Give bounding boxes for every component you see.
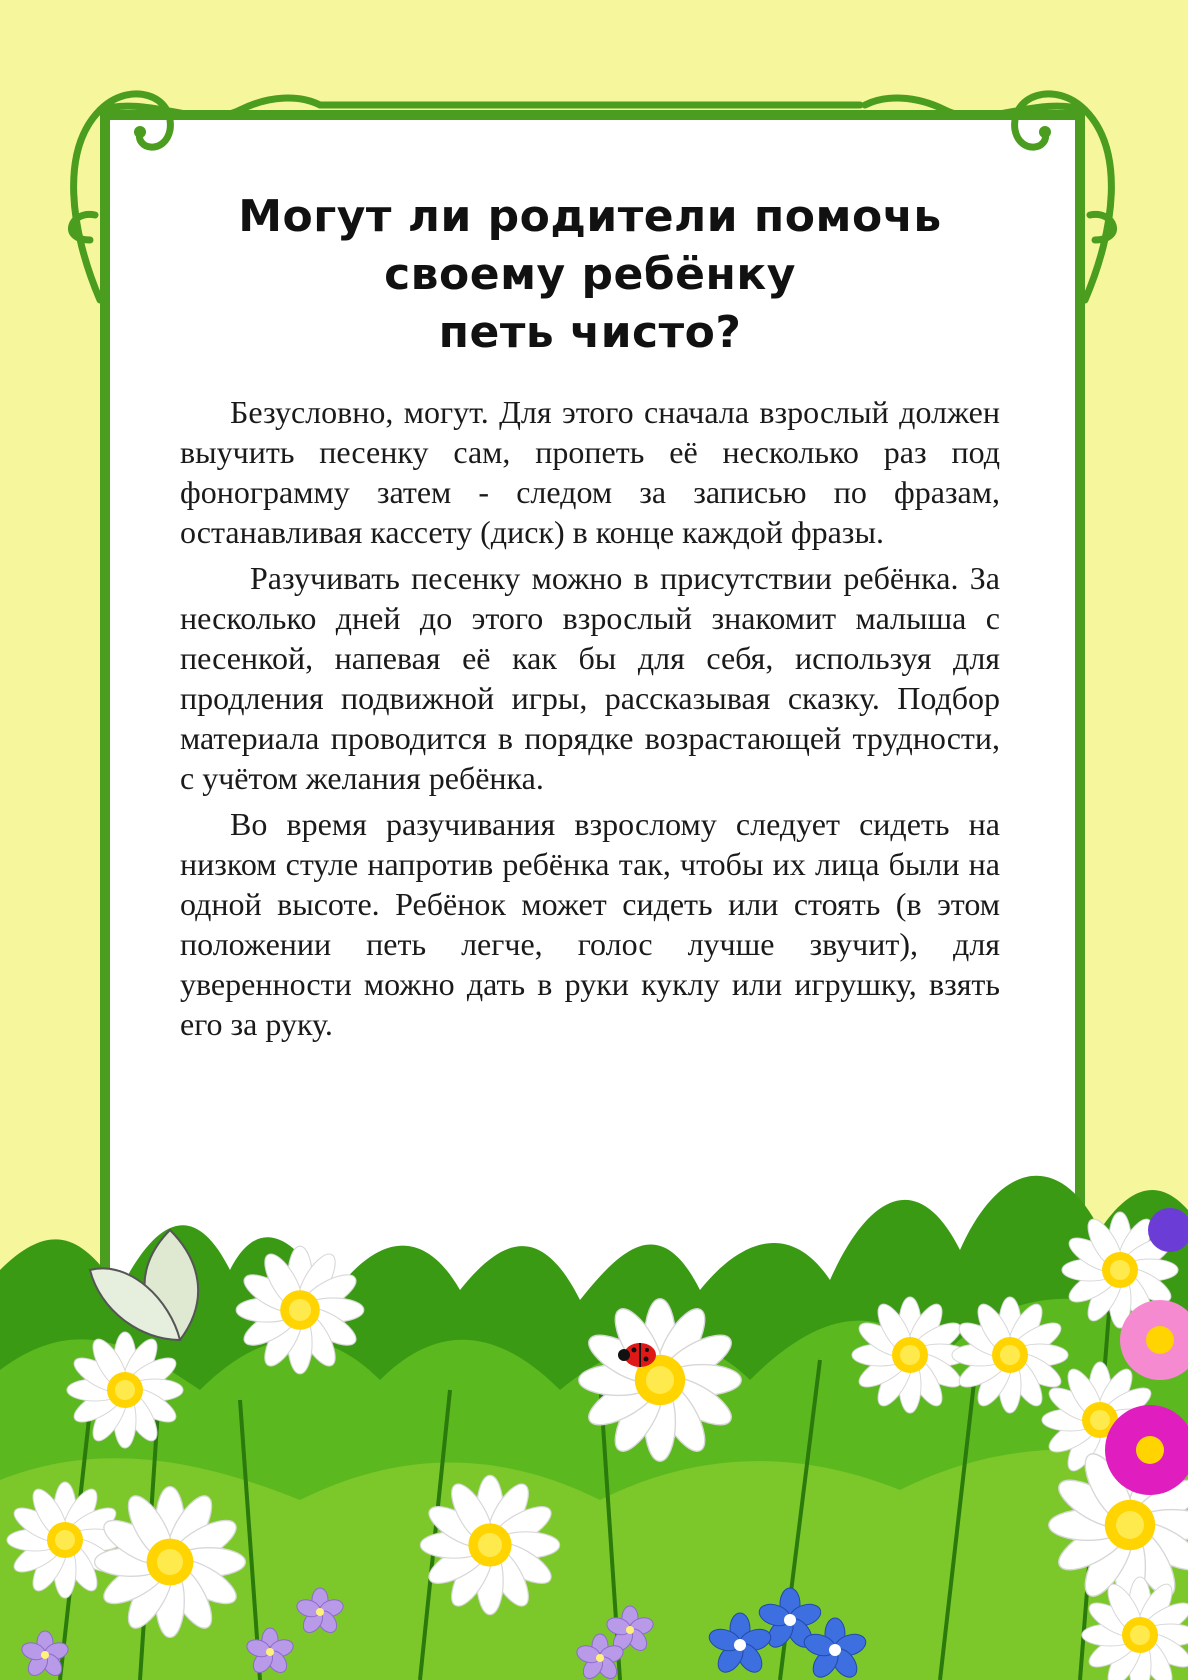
paragraph-2: Разучивать песенку можно в присутствии ребёнка. За несколько дней до этого взрослый знакомит малыша с песенкой, напевая её как бы для себя, используя для продления подвижной игры, рассказывая сказку. Подбор материала проводится в порядке возрастающей трудности, с учётом желания ребёнка. [180, 560, 1000, 796]
title-line-3: петь чисто? [438, 307, 742, 358]
meadow-illustration [0, 1150, 1188, 1680]
article [180, 188, 1000, 1050]
article-title [180, 188, 1000, 362]
title-line-2: своему ребёнку [384, 249, 796, 300]
title-line-1: Могут ли родители помочь [238, 191, 942, 242]
paragraph-1: Безусловно, могут. Для этого сначала взрослый должен выучить песенку сам, пропеть её несколько раз под фонограмму затем - следом за записью по фразам, останавливая кассету (диск) в конце каждой фразы. [180, 394, 1000, 550]
paragraph-3: Во время разучивания взрослому следует сидеть на низком стуле напротив ребёнка так, чтобы их лица были на одной высоте. Ребёнок может сидеть или стоять (в этом положении петь легче, голос лучше звучит), для уверенности можно дать в руки куклу или игрушку, взять его за руку. [180, 806, 1000, 1042]
